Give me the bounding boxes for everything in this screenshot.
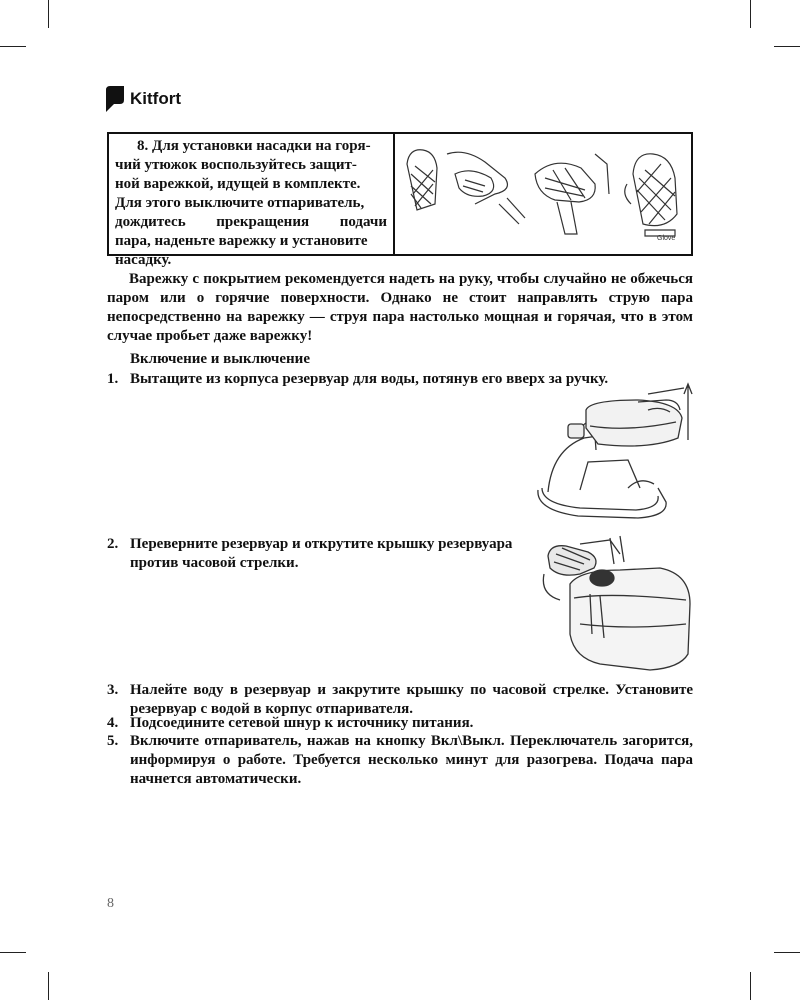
- warning-text: Варежку с покрытием рекомендуется надеть на руку, чтобы случайно не обжечься паром или о горячие поверхности. Однако не стоит направлять струю пара непосредственно на варежку — струя пара настолько мощная и горячая, что в этом случае пробьет даже варежку!: [107, 271, 693, 344]
- step-text: Налейте воду в резервуар и закрутите крышку по часовой стрелке. Установите резервуар с водой в корпус отпаривателя.: [130, 682, 693, 717]
- step-8-table: [107, 132, 693, 268]
- crop-mark: [750, 0, 751, 28]
- glove-illustration: [395, 134, 691, 254]
- step-text: Вытащите из корпуса резервуар для воды, потянув его вверх за ручку.: [130, 371, 609, 387]
- step-8-line: дождитесь прекращения подачи: [115, 214, 387, 230]
- step-8-line: пара, наденьте варежку и установите: [115, 233, 368, 249]
- step-number: 4.: [107, 715, 119, 731]
- list-item: [107, 535, 527, 573]
- glove-drawing: [395, 134, 691, 254]
- step-8-line: чий утюжок воспользуйтесь защит-: [115, 157, 357, 173]
- step-8-line: насадку.: [115, 252, 172, 268]
- crop-mark: [48, 0, 49, 28]
- step-8-line: Для этого выключите отпариватель,: [115, 195, 365, 211]
- section-heading: Включение и выключение: [130, 351, 310, 367]
- list-item: [107, 714, 693, 733]
- page-number: 8: [107, 896, 114, 911]
- list-item: [107, 732, 693, 789]
- step-8-text: [109, 134, 395, 268]
- reservoir-cap-illustration: [540, 534, 700, 674]
- crop-mark: [750, 972, 751, 1000]
- step-text: Подсоедините сетевой шнур к источнику питания.: [130, 715, 474, 731]
- step-8-line: 8. Для установки насадки на горя-: [137, 138, 371, 154]
- kitfort-logo-icon: [104, 84, 126, 114]
- brand-name: Kitfort: [130, 89, 181, 108]
- warning-paragraph: [107, 270, 693, 346]
- step-number: 5.: [107, 733, 119, 749]
- crop-mark: [48, 972, 49, 1000]
- crop-mark: [0, 952, 26, 953]
- crop-mark: [774, 46, 800, 47]
- step-text: Переверните резервуар и открутите крышку резервуара против часовой стрелки.: [130, 536, 513, 571]
- crop-mark: [774, 952, 800, 953]
- crop-mark: [0, 46, 26, 47]
- glove-label: Glove: [657, 235, 676, 242]
- step-number: 1.: [107, 371, 119, 387]
- step-8-line: ной варежкой, идущей в комплекте.: [115, 176, 361, 192]
- step-number: 3.: [107, 682, 119, 698]
- step-text: Включите отпариватель, нажав на кнопку Вкл\Выкл. Переключатель загорится, информируя о работе. Требуется несколько минут для разогрева. Подача пара начнется автоматически.: [130, 733, 693, 787]
- reservoir-removal-illustration: [528, 380, 698, 530]
- brand-logo: [104, 82, 181, 116]
- step-number: 2.: [107, 536, 119, 552]
